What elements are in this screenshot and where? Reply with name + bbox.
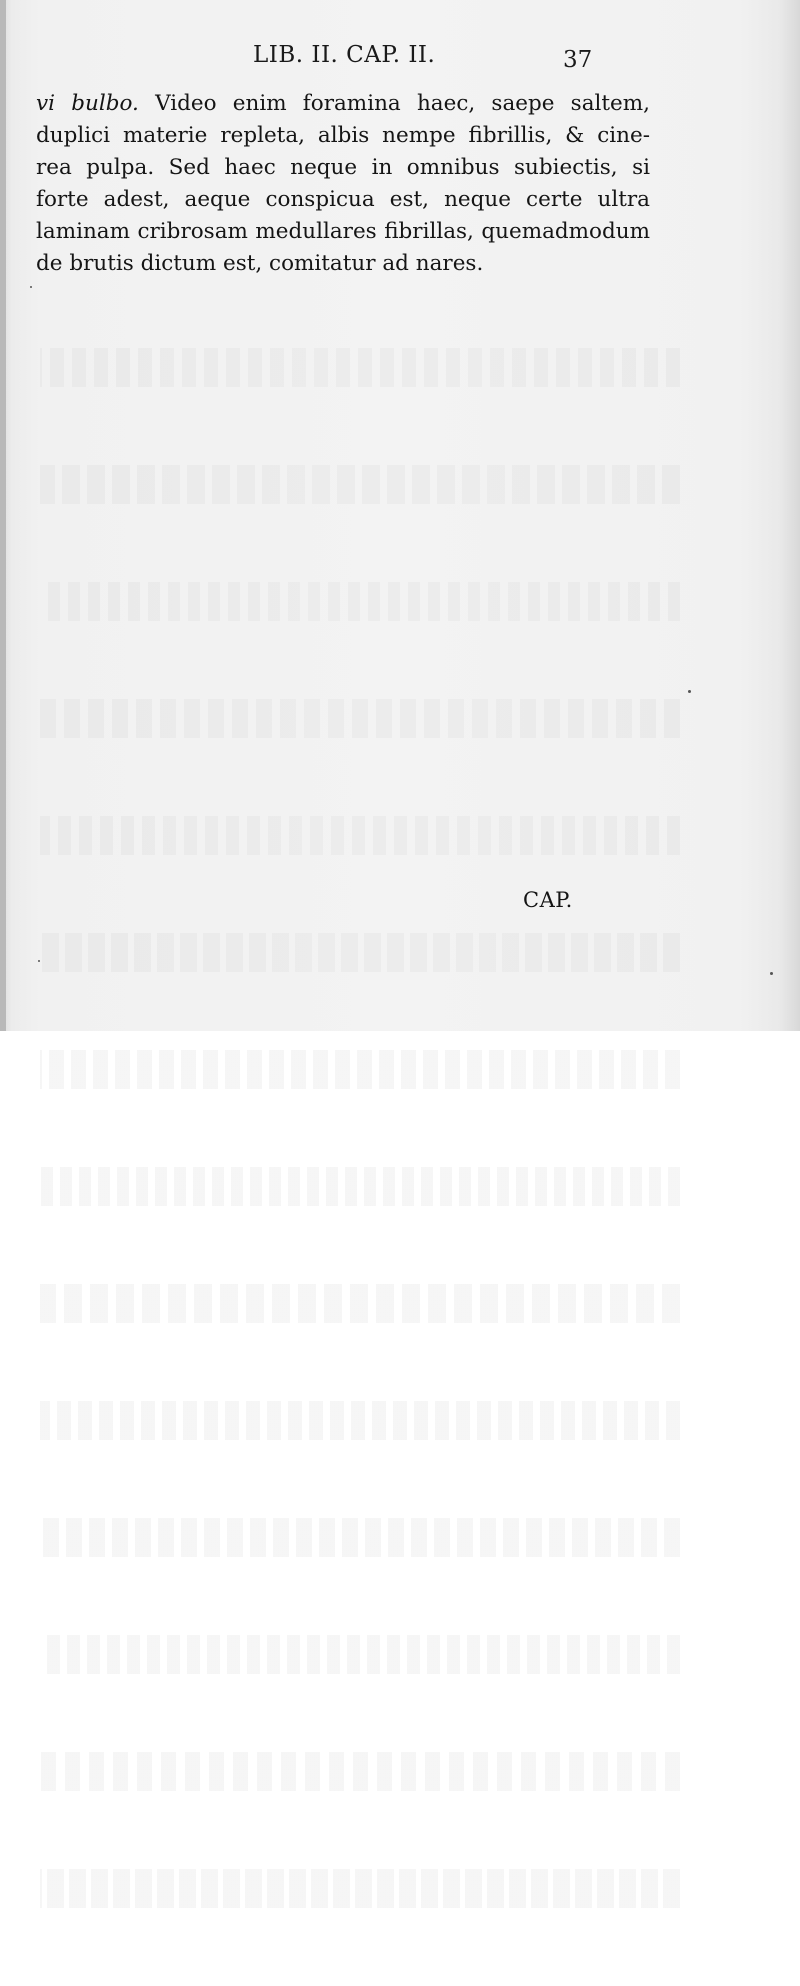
page-edge-shadow [0,0,6,1031]
ink-speck [770,972,773,975]
ink-speck [38,960,40,962]
catchword: CAP. [523,888,573,912]
text-line: duplici materie repleta, albis nempe fibrillis, & cine- [36,123,650,148]
running-head: LIB. II. CAP. II. [253,42,436,68]
text-line: de brutis dictum est, comitatur ad nares. [36,251,484,276]
body-text [36,88,650,280]
italic-phrase: vi bulbo. [36,91,139,116]
page-header [0,38,800,78]
text-line: forte adest, aeque conspicua est, neque certe ultra [36,187,650,212]
ink-speck [688,690,691,693]
text-line-rest: Video enim foramina haec, saepe saltem, [138,91,650,116]
page-number: 37 [563,47,593,73]
text-line: laminam cribrosam medullares fibrillas, quemadmodum [36,219,650,244]
text-line [36,88,650,120]
text-line: rea pulpa. Sed haec neque in omnibus subiectis, si [36,155,650,180]
bleed-through-text [40,270,680,1986]
ink-speck [30,286,32,288]
